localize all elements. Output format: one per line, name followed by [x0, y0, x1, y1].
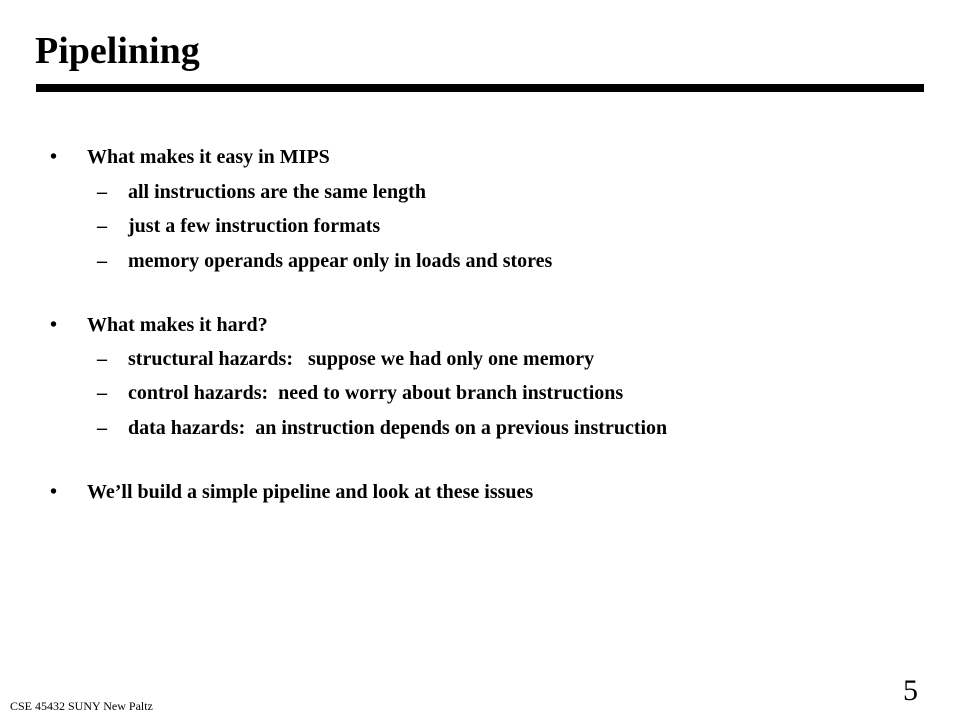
sub-item-text: just a few instruction formats	[128, 215, 381, 237]
page-number: 5	[903, 674, 918, 707]
dash-marker: –	[97, 417, 107, 439]
sub-item-text: control hazards: need to worry about branch instructions	[128, 382, 624, 404]
sub-item-text: data hazards: an instruction depends on a previous instruction	[128, 417, 668, 439]
bullet-text: We’ll build a simple pipeline and look at these issues	[87, 481, 534, 503]
dash-marker: –	[97, 181, 107, 203]
bullet-marker: •	[50, 314, 58, 336]
sub-item-text: all instructions are the same length	[128, 181, 426, 203]
dash-marker: –	[97, 382, 107, 404]
bullet-marker: •	[50, 146, 58, 168]
footer-course-label: CSE 45432 SUNY New Paltz	[10, 699, 153, 713]
bullet-text: What makes it easy in MIPS	[87, 146, 330, 168]
bullet-marker: •	[50, 481, 58, 503]
title-underline	[36, 84, 924, 92]
dash-marker: –	[97, 348, 107, 370]
slide-title: Pipelining	[35, 30, 200, 72]
dash-marker: –	[97, 250, 107, 272]
sub-item-text: structural hazards: suppose we had only one memory	[128, 348, 595, 370]
dash-marker: –	[97, 215, 107, 237]
sub-item-text: memory operands appear only in loads and stores	[128, 250, 553, 272]
bullet-text: What makes it hard?	[87, 314, 268, 336]
